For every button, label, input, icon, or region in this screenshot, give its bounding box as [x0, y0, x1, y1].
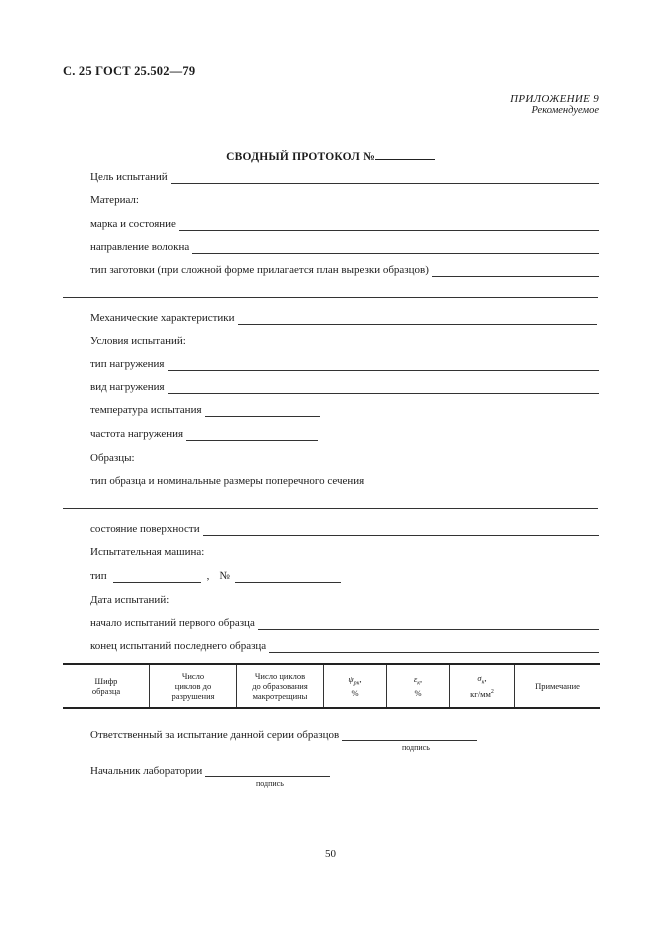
field-fiber-direction-label: направление волокна: [90, 241, 190, 253]
field-load-type-line: [168, 360, 600, 371]
field-specimen-type-label: тип образца и номинальные размеры поперечного сечения: [90, 475, 365, 487]
table-col-cycles-to-failure: Число циклов до разрушения: [150, 665, 237, 707]
field-specimen-type: [90, 475, 364, 488]
page-header: С. 25 ГОСТ 25.502—79: [63, 64, 196, 78]
field-start-label: начало испытаний первого образца: [90, 617, 255, 629]
section-conditions: [90, 335, 186, 348]
field-start: [90, 617, 599, 630]
field-temperature: [90, 404, 320, 417]
signature-responsible-label: Ответственный за испытание данной серии образцов: [90, 729, 340, 741]
field-frequency: [90, 428, 318, 441]
field-grade: [90, 218, 599, 231]
field-end: [90, 640, 599, 653]
table-col-epsilon: $\varepsilon_к$, %: [387, 665, 450, 707]
field-grade-line: [179, 220, 599, 231]
field-grade-label: марка и состояние: [90, 218, 176, 230]
protocol-title: [0, 148, 661, 163]
field-surface: [90, 523, 599, 536]
section-date: [90, 594, 169, 607]
field-temperature-line: [205, 406, 320, 417]
field-end-line: [269, 642, 599, 653]
signature-head-label: Начальник лаборатории: [90, 765, 203, 777]
field-blank-type-line: [432, 266, 599, 277]
section-specimens: [90, 452, 135, 465]
section-material-label: Материал:: [90, 194, 139, 206]
table-col-note: Примечание: [535, 681, 580, 691]
signature-responsible-line: [342, 730, 477, 741]
table-col-cycles-to-crack: Число циклов до образования макротрещины: [237, 665, 324, 707]
field-machine: [90, 570, 341, 583]
field-load-kind-line: [168, 383, 599, 394]
field-surface-label: состояние поверхности: [90, 523, 200, 535]
table-col-sigma: $\sigma_к$, $кг/мм^2$: [450, 665, 515, 707]
field-load-type-label: тип нагружения: [90, 358, 165, 370]
field-fiber-direction-line: [192, 243, 599, 254]
field-end-label: конец испытаний последнего образца: [90, 640, 267, 652]
table-col-code: Шифр образца: [63, 665, 150, 707]
field-blank-type: [90, 264, 599, 277]
field-frequency-label: частота нагружения: [90, 428, 184, 440]
results-table-header: [63, 663, 600, 709]
page-number: 50: [325, 848, 336, 860]
appendix-title: ПРИЛОЖЕНИЕ 9: [510, 93, 599, 105]
signature-responsible-caption: подпись: [402, 743, 430, 752]
signature-responsible: [90, 729, 477, 741]
appendix-subtitle: Рекомендуемое: [531, 105, 599, 116]
section-machine-label: Испытательная машина:: [90, 546, 205, 558]
field-fiber-direction: [90, 241, 599, 254]
signature-head: [90, 765, 330, 777]
field-purpose: [90, 171, 599, 184]
field-machine-type-label: тип: [90, 570, 107, 582]
field-machine-no-line: [235, 572, 341, 583]
section-conditions-label: Условия испытаний:: [90, 335, 186, 347]
field-machine-type-line: [113, 572, 201, 583]
section-material: [90, 194, 139, 207]
blank-type-continuation-line: [63, 297, 598, 298]
field-surface-line: [203, 525, 599, 536]
protocol-number-line: [375, 148, 435, 160]
field-frequency-line: [186, 430, 318, 441]
field-purpose-label: Цель испытаний: [90, 171, 168, 183]
protocol-title-text: СВОДНЫЙ ПРОТОКОЛ №: [226, 151, 375, 163]
field-mech-line: [238, 314, 597, 325]
field-load-type: [90, 358, 599, 371]
specimen-type-continuation-line: [63, 508, 598, 509]
field-temperature-label: температура испытания: [90, 404, 202, 416]
section-specimens-label: Образцы:: [90, 452, 135, 464]
field-machine-separator: ,: [206, 570, 210, 582]
signature-head-caption: подпись: [256, 779, 284, 788]
section-date-label: Дата испытаний:: [90, 594, 170, 606]
field-mech-label: Механические характеристики: [90, 312, 235, 324]
field-blank-type-label: тип заготовки (при сложной форме прилагается план вырезки образцов): [90, 264, 429, 276]
table-col-psi: $\psi_{рк}$, %: [324, 665, 387, 707]
appendix-block: [510, 93, 599, 116]
field-mech: [90, 312, 597, 325]
field-load-kind-label: вид нагружения: [90, 381, 165, 393]
field-purpose-line: [171, 173, 599, 184]
signature-head-line: [205, 766, 330, 777]
field-machine-no-label: №: [219, 570, 230, 582]
section-machine: [90, 546, 204, 559]
field-load-kind: [90, 381, 599, 394]
field-start-line: [258, 619, 599, 630]
